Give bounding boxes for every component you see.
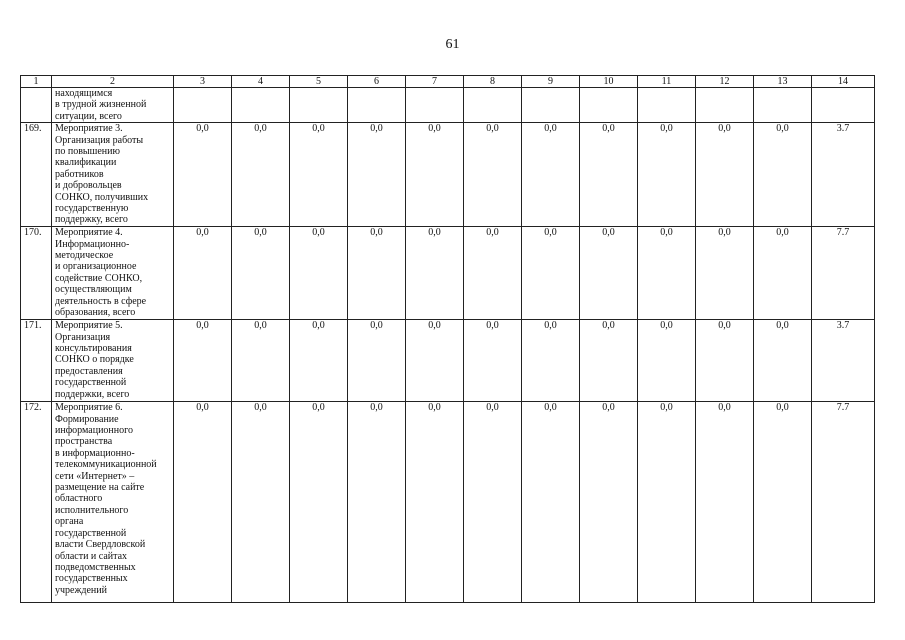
row-name: находящимся в трудной жизненной ситуации, всего [52,88,174,123]
cell-col-8: 0,0 [464,123,522,227]
cell-col-5 [290,88,348,123]
cell-col-10: 0,0 [580,227,638,320]
cell-col-9: 0,0 [522,227,580,320]
table-row [21,402,875,603]
cell-col-7: 0,0 [406,123,464,227]
cell-col-14: 7.7 [812,402,875,603]
cell-col-7: 0,0 [406,227,464,320]
column-header-8: 8 [464,76,522,88]
table-row [21,227,875,320]
table-body [21,88,875,603]
cell-col-8 [464,88,522,123]
cell-col-5: 0,0 [290,402,348,603]
column-header-12: 12 [696,76,754,88]
cell-col-14: 7.7 [812,227,875,320]
column-header-14: 14 [812,76,875,88]
column-header-4: 4 [232,76,290,88]
column-header-7: 7 [406,76,464,88]
cell-col-5: 0,0 [290,123,348,227]
cell-col-7 [406,88,464,123]
cell-col-3: 0,0 [174,227,232,320]
cell-col-9: 0,0 [522,320,580,402]
budget-table [20,75,875,603]
column-header-3: 3 [174,76,232,88]
cell-col-4: 0,0 [232,402,290,603]
cell-col-9: 0,0 [522,123,580,227]
column-header-9: 9 [522,76,580,88]
cell-col-9: 0,0 [522,402,580,603]
column-header-2: 2 [52,76,174,88]
row-name: Мероприятие 6. Формирование информационного пространства в информационно- телекоммуникационной сети «Интернет» – размещение на сайте областного исполнительного органа государственной власти Свердловской области и сайтах подведомственных государственных учреждений [52,402,174,603]
cell-col-6: 0,0 [348,123,406,227]
row-number: 171. [21,320,52,402]
cell-col-13: 0,0 [754,402,812,603]
cell-col-14 [812,88,875,123]
cell-col-5: 0,0 [290,320,348,402]
column-header-13: 13 [754,76,812,88]
column-header-11: 11 [638,76,696,88]
cell-col-12: 0,0 [696,402,754,603]
table-row [21,123,875,227]
cell-col-13 [754,88,812,123]
cell-col-6: 0,0 [348,320,406,402]
cell-col-10 [580,88,638,123]
table-row [21,88,875,123]
row-number [21,88,52,123]
cell-col-4: 0,0 [232,320,290,402]
cell-col-4: 0,0 [232,227,290,320]
cell-col-10: 0,0 [580,320,638,402]
column-header-10: 10 [580,76,638,88]
cell-col-9 [522,88,580,123]
table-row [21,320,875,402]
column-header-1: 1 [21,76,52,88]
row-name: Мероприятие 3. Организация работы по повышению квалификации работников и добровольцев СОНКО, получивших государственную поддержку, всего [52,123,174,227]
row-name: Мероприятие 4. Информационно- методическое и организационное содействие СОНКО, осуществляющим деятельность в сфере образования, всего [52,227,174,320]
cell-col-11: 0,0 [638,227,696,320]
cell-col-13: 0,0 [754,227,812,320]
cell-col-6 [348,88,406,123]
cell-col-8: 0,0 [464,227,522,320]
cell-col-12 [696,88,754,123]
cell-col-5: 0,0 [290,227,348,320]
cell-col-3: 0,0 [174,123,232,227]
cell-col-13: 0,0 [754,320,812,402]
cell-col-3: 0,0 [174,320,232,402]
cell-col-3: 0,0 [174,402,232,603]
cell-col-8: 0,0 [464,320,522,402]
cell-col-12: 0,0 [696,227,754,320]
row-number: 172. [21,402,52,603]
cell-col-10: 0,0 [580,123,638,227]
cell-col-11 [638,88,696,123]
cell-col-11: 0,0 [638,123,696,227]
row-name: Мероприятие 5. Организация консультирования СОНКО о порядке предоставления государственной поддержки, всего [52,320,174,402]
cell-col-4: 0,0 [232,123,290,227]
cell-col-10: 0,0 [580,402,638,603]
header-row [21,76,875,88]
cell-col-14: 3.7 [812,123,875,227]
cell-col-14: 3.7 [812,320,875,402]
row-number: 169. [21,123,52,227]
column-header-5: 5 [290,76,348,88]
row-number: 170. [21,227,52,320]
cell-col-6: 0,0 [348,227,406,320]
cell-col-6: 0,0 [348,402,406,603]
cell-col-12: 0,0 [696,123,754,227]
cell-col-11: 0,0 [638,320,696,402]
cell-col-12: 0,0 [696,320,754,402]
page-number: 61 [445,37,460,52]
cell-col-7: 0,0 [406,320,464,402]
cell-col-7: 0,0 [406,402,464,603]
cell-col-11: 0,0 [638,402,696,603]
cell-col-3 [174,88,232,123]
column-header-6: 6 [348,76,406,88]
cell-col-8: 0,0 [464,402,522,603]
cell-col-4 [232,88,290,123]
cell-col-13: 0,0 [754,123,812,227]
